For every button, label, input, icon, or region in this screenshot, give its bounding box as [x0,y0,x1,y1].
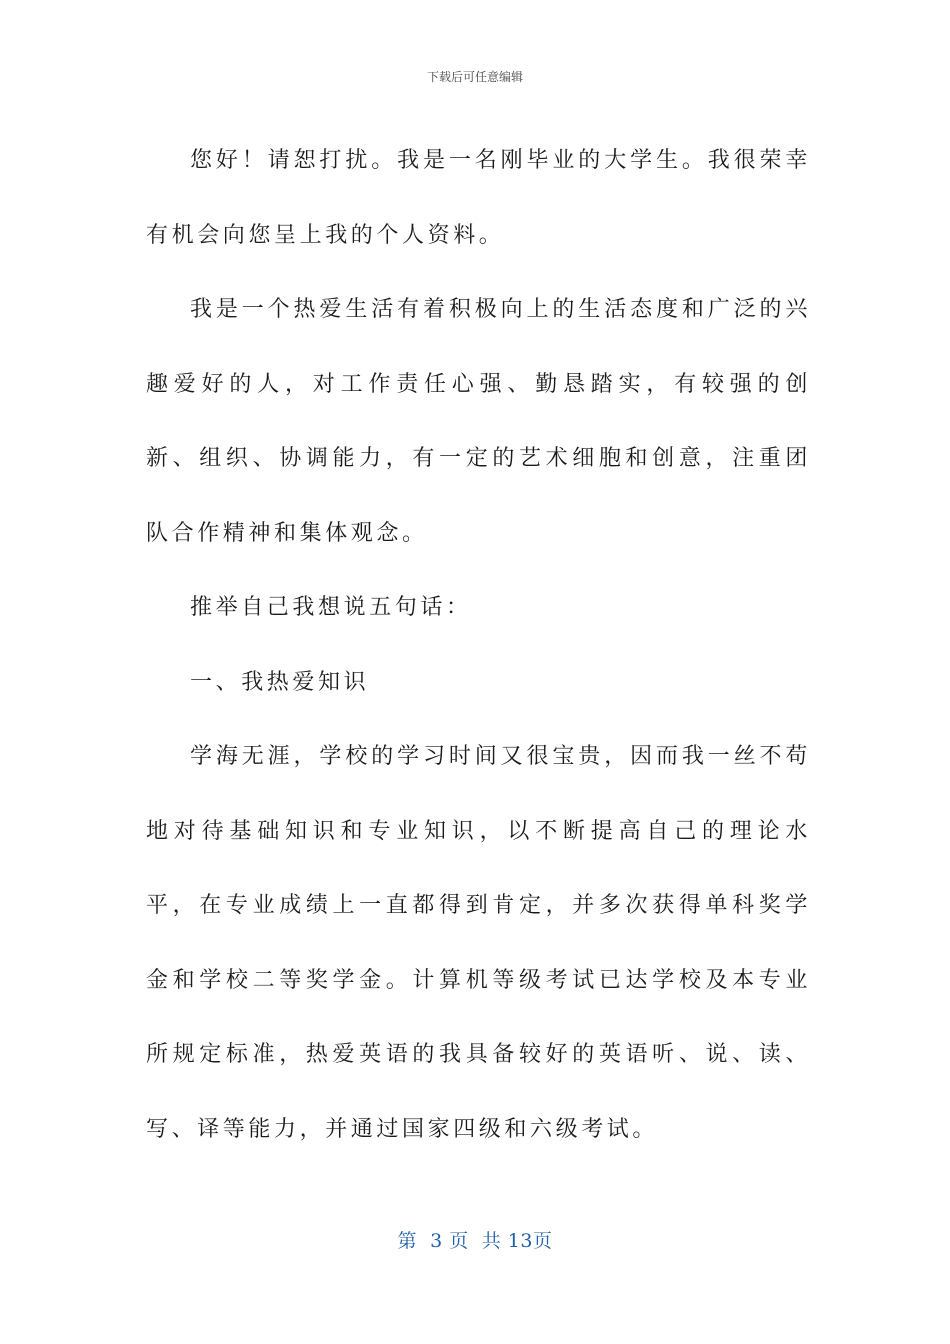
paragraph-study-record: 学海无涯，学校的学习时间又很宝贵，因而我一丝不苟地对待基础知识和专业知识，以不断提高自己的理论水平，在专业成绩上一直都得到肯定，并多次获得单科奖学金和学校二等奖学金。计算机等级考试已达学校及本专业所规定标准，热爱英语的我具备较好的英语听、说、读、写、译等能力，并通过国家四级和六级考试。 [146,744,811,1142]
page-number-footer [0,1226,950,1253]
paragraph-intro-five-points: 推举自己我想说五句话： [190,595,472,620]
paragraph-self-description: 我是一个热爱生活有着积极向上的生活态度和广泛的兴趣爱好的人，对工作责任心强、勤恳踏实，有较强的创新、组织、协调能力，有一定的艺术细胞和创意，注重团队合作精神和集体观念。 [146,297,811,546]
document-body [146,124,811,1167]
paragraph-greeting: 您好！请恕打扰。我是一名刚毕业的大学生。我很荣幸有机会向您呈上我的个人资料。 [146,148,811,248]
section-heading-love-knowledge: 一、我热爱知识 [190,669,370,695]
page-number-label: 第 3 页 共 13页 [397,1230,553,1252]
header-note: 下载后可任意编辑 [426,70,523,84]
